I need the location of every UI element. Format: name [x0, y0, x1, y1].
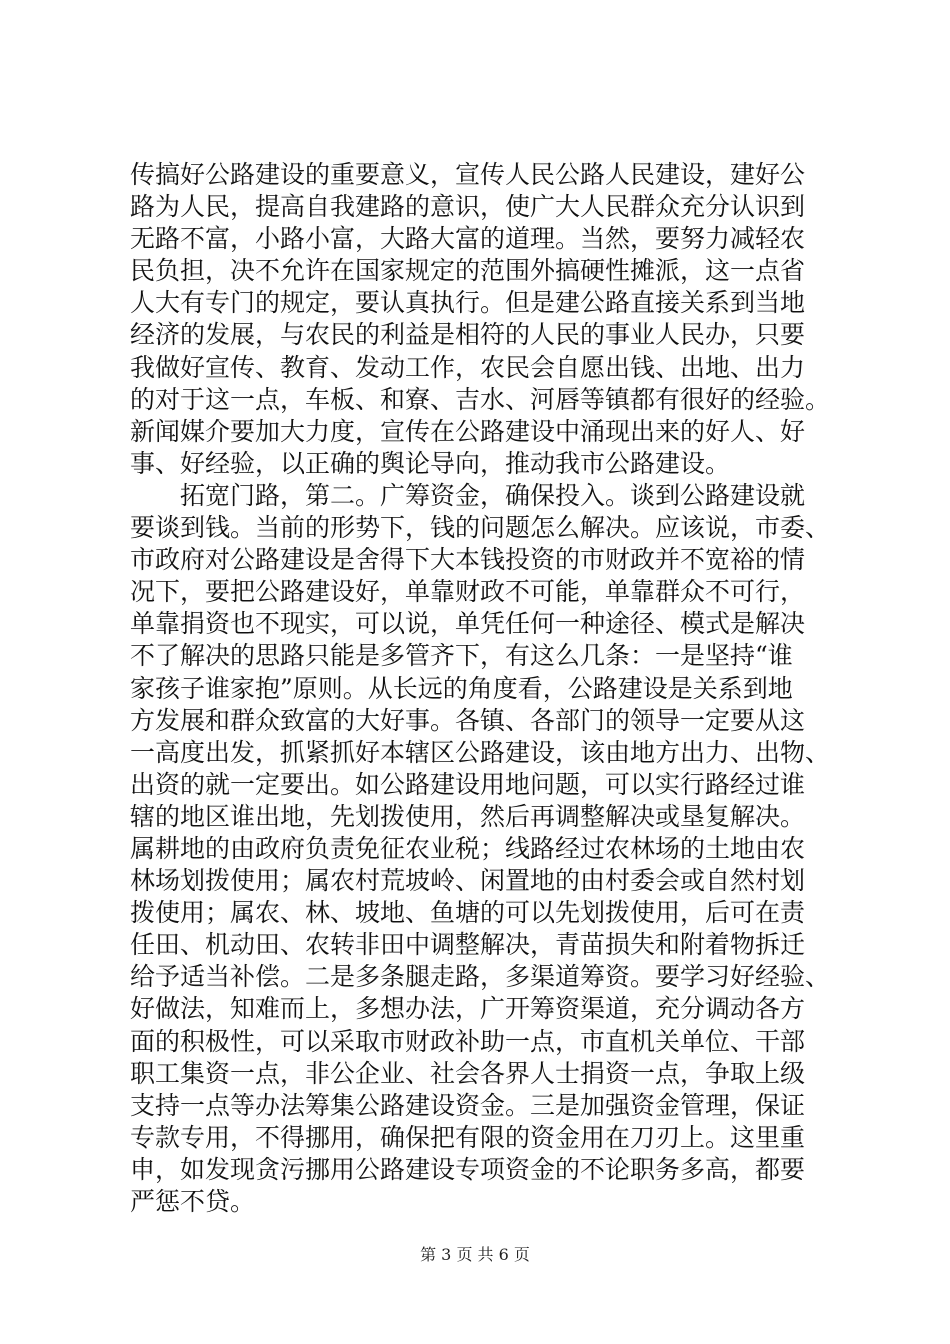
- text-line: 无路不富，小路小富，大路大富的道理。当然，要努力减轻农: [130, 224, 806, 254]
- text-line: 路为人民，提高自我建路的意识，使广大人民群众充分认识到: [130, 192, 806, 222]
- text-line: 要谈到钱。当前的形势下，钱的问题怎么解决。应该说，市委、: [130, 513, 831, 543]
- text-line: 职工集资一点，非公企业、社会各界人士捐资一点，争取上级: [130, 1058, 806, 1088]
- text-line: 方发展和群众致富的大好事。各镇、各部门的领导一定要从这: [130, 705, 806, 735]
- text-line: 支持一点等办法筹集公路建设资金。三是加强资金管理，保证: [130, 1090, 806, 1120]
- text-line: 辖的地区谁出地，先划拨使用，然后再调整解决或垦复解决。: [130, 801, 806, 831]
- text-line: 不了解决的思路只能是多管齐下，有这么几条：一是坚持“谁: [130, 641, 793, 671]
- text-line: 给予适当补偿。二是多条腿走路，多渠道筹资。要学习好经验、: [130, 962, 831, 992]
- text-line: 事、好经验，以正确的舆论导向，推动我市公路建设。: [130, 448, 731, 478]
- text-line: 一高度出发，抓紧抓好本辖区公路建设，该由地方出力、出物、: [130, 737, 831, 767]
- text-line: 况下，要把公路建设好，单靠财政不可能，单靠群众不可行，: [130, 577, 806, 607]
- text-line: 传搞好公路建设的重要意义，宣传人民公路人民建设，建好公: [130, 160, 806, 189]
- text-line: 任田、机动田、农转非田中调整解决，青苗损失和附着物拆迁: [130, 930, 806, 960]
- text-line: 市政府对公路建设是舍得下大本钱投资的市财政并不宽裕的情: [130, 545, 806, 575]
- page-number-footer: 第 3 页 共 6 页: [420, 1245, 530, 1264]
- text-line: 专款专用，不得挪用，确保把有限的资金用在刀刃上。这里重: [130, 1122, 806, 1152]
- text-line: 出资的就一定要出。如公路建设用地问题，可以实行路经过谁: [130, 769, 806, 799]
- text-line: 的对于这一点，车板、和寮、吉水、河唇等镇都有很好的经验。: [130, 384, 831, 414]
- text-line: 拨使用；属农、林、坡地、鱼塘的可以先划拨使用，后可在责: [130, 898, 806, 928]
- text-line: 申，如发现贪污挪用公路建设专项资金的不论职务多高，都要: [130, 1154, 806, 1184]
- text-line: 新闻媒介要加大力度，宣传在公路建设中涌现出来的好人、好: [130, 416, 806, 446]
- body-text: [130, 159, 840, 1218]
- text-line: 面的积极性，可以采取市财政补助一点，市直机关单位、干部: [130, 1026, 806, 1056]
- text-line: 好做法，知难而上，多想办法，广开筹资渠道，充分调动各方: [130, 994, 806, 1024]
- text-line: 人大有专门的规定，要认真执行。但是建公路直接关系到当地: [130, 288, 806, 318]
- text-line: 家孩子谁家抱”原则。从长远的角度看，公路建设是关系到地: [130, 673, 793, 703]
- text-line: 拓宽门路，第二。广筹资金，确保投入。谈到公路建设就: [130, 480, 806, 510]
- text-line: 林场划拨使用；属农村荒坡岭、闲置地的由村委会或自然村划: [130, 866, 806, 896]
- text-line: 严惩不贷。: [130, 1187, 256, 1216]
- text-line: 单靠捐资也不现实，可以说，单凭任何一种途径、模式是解决: [130, 609, 806, 639]
- text-line: 民负担，决不允许在国家规定的范围外搞硬性摊派，这一点省: [130, 256, 806, 286]
- text-line: 我做好宣传、教育、发动工作，农民会自愿出钱、出地、出力: [130, 352, 806, 382]
- text-line: 经济的发展，与农民的利益是相符的人民的事业人民办，只要: [130, 320, 806, 350]
- text-line: 属耕地的由政府负责免征农业税；线路经过农林场的土地由农: [130, 833, 806, 863]
